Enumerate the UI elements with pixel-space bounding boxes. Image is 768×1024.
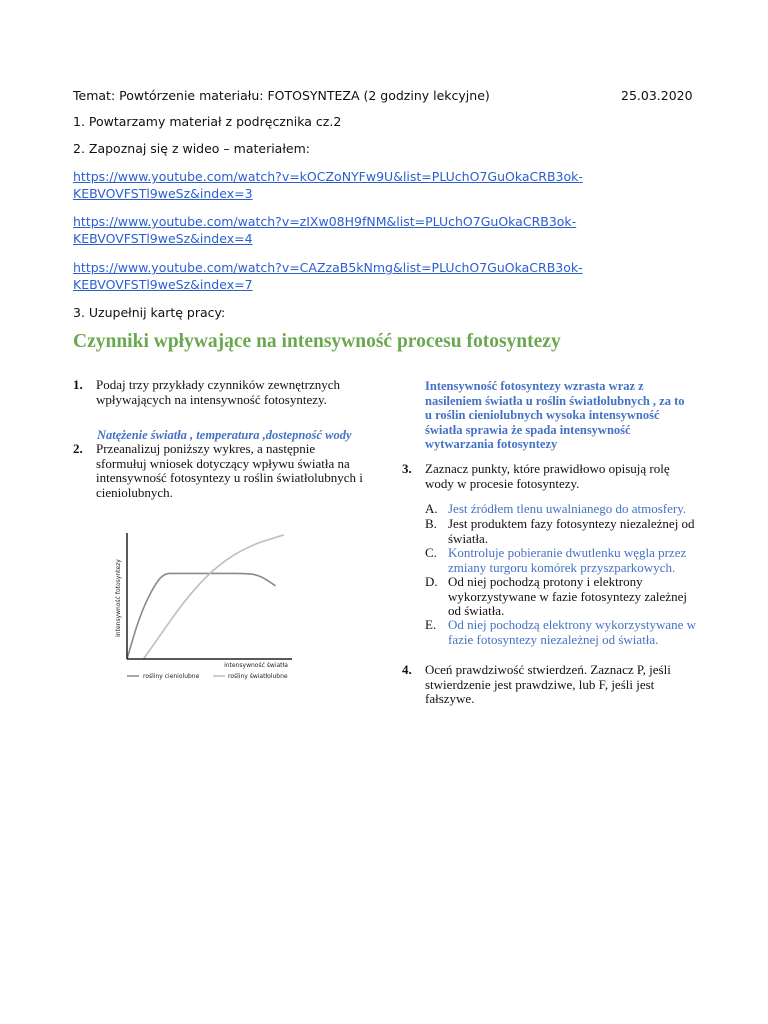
step-1: 1. Powtarzamy materiał z podręcznika cz.2 (73, 114, 342, 129)
question-3-line2: wody w procesie fotosyntezy. (425, 475, 580, 491)
option-e-letter: E. (425, 617, 437, 632)
y-axis-label: intensywność fotosyntezy (115, 559, 122, 637)
question-1-answer: Natężenie światła , temperatura ,dostepność wody (97, 428, 352, 442)
option-b-line1: Jest produktem fazy fotosyntezy niezależnej od (448, 516, 695, 531)
series-line-sun-plants (144, 535, 284, 659)
chart-lines-group (127, 535, 284, 659)
video-link-1-line2: KEBVOVFSTl9weSz&index=3 (73, 186, 253, 201)
legend-label-shade: rośliny cieniolubne (143, 673, 200, 680)
series-line-shade-plants (127, 573, 276, 659)
question-4-line1: Oceń prawdziwość stwierdzeń. Zaznacz P, jeśli (425, 662, 671, 677)
video-link-2-line2: KEBVOVFSTl9weSz&index=4 (73, 231, 253, 246)
question-2-answer-line3: u roślin cieniolubnych wysoka intensywność (425, 408, 660, 422)
question-2-line1: Przeanalizuj poniższy wykres, a następnie (96, 441, 316, 456)
question-1-line1: Podaj trzy przykłady czynników zewnętrznych (96, 377, 341, 392)
video-link-1-line1: https://www.youtube.com/watch?v=kOCZoNYFw9U&list=PLUchO7GuOkaCRB3ok- (73, 169, 583, 184)
video-link-1[interactable] (73, 168, 583, 202)
question-2-answer-line2: nasileniem światła u roślin światłolubnych , za to (425, 393, 685, 408)
question-4 (402, 663, 722, 707)
question-4-number: 4. (402, 662, 412, 677)
worksheet-title: Czynniki wpływające na intensywność procesu fotosyntezy (73, 331, 561, 352)
step-2: 2. Zapoznaj się z wideo – materiałem: (73, 141, 310, 156)
question-1-line2: wpływających na intensywność fotosyntezy. (96, 391, 327, 407)
question-2-answer-line4: światła sprawia że spada intensywność (425, 422, 631, 437)
question-4-line2: stwierdzenie jest prawdziwe, lub F, jeśli jest (425, 676, 655, 692)
video-link-2[interactable] (73, 213, 576, 247)
question-3-line1: Zaznacz punkty, które prawidłowo opisują rolę (425, 461, 670, 476)
question-2-answer-line5: wytwarzania fotosyntezy (425, 437, 558, 451)
question-3-options (425, 502, 725, 647)
question-3 (402, 462, 722, 491)
question-4-line3: fałszywe. (425, 691, 475, 706)
question-2-line2: sformułuj wniosek dotyczący wpływu światła na (96, 455, 350, 471)
question-2-number: 2. (73, 441, 83, 456)
question-2-line3: intensywność fotosyntezy u roślin światłolubnych i (96, 470, 363, 485)
date: 25.03.2020 (621, 88, 693, 103)
topic-line: Temat: Powtórzenie materiału: FOTOSYNTEZA (2 godziny lekcyjne) (73, 88, 490, 103)
video-link-3-line1: https://www.youtube.com/watch?v=CAZzaB5kNmg&list=PLUchO7GuOkaCRB3ok- (73, 260, 583, 275)
option-c-line1: Kontroluje pobieranie dwutlenku węgla przez (448, 545, 687, 560)
option-d-letter: D. (425, 574, 438, 589)
option-e[interactable] (425, 618, 725, 647)
option-d-line2: wykorzystywane w fazie fotosyntezy zależnej (448, 588, 687, 604)
option-e-line1: Od niej pochodzą elektrony wykorzystywane w (448, 617, 697, 632)
option-c[interactable] (425, 546, 725, 575)
option-b-letter: B. (425, 516, 437, 531)
option-e-line2: fazie fotosyntezy niezależnej od światła. (448, 631, 659, 647)
question-3-number: 3. (402, 461, 412, 476)
question-2-answer-line1: Intensywność fotosyntezy wzrasta wraz z (425, 379, 644, 393)
photosynthesis-chart (110, 525, 300, 685)
video-link-3-line2: KEBVOVFSTl9weSz&index=7 (73, 277, 253, 292)
option-d[interactable] (425, 575, 725, 618)
option-c-line2: zmiany turgoru komórek przyszparkowych. (448, 559, 676, 575)
option-a[interactable] (425, 502, 725, 517)
question-1-number: 1. (73, 377, 83, 392)
option-a-line1: Jest źródłem tlenu uwalnianego do atmosfery. (448, 501, 687, 516)
option-d-line3: od światła. (448, 603, 505, 618)
chart-legend (127, 673, 288, 680)
option-d-line1: Od niej pochodzą protony i elektrony (448, 574, 643, 589)
option-c-letter: C. (425, 545, 437, 560)
step-3: 3. Uzupełnij kartę pracy: (73, 305, 226, 320)
question-1 (73, 378, 393, 407)
video-link-2-line1: https://www.youtube.com/watch?v=zIXw08H9fNM&list=PLUchO7GuOkaCRB3ok- (73, 214, 577, 229)
legend-label-sun: rośliny światłolubne (228, 673, 288, 680)
question-2 (73, 442, 393, 500)
video-link-3[interactable] (73, 259, 583, 293)
question-2-answer (425, 379, 725, 452)
option-a-letter: A. (425, 501, 438, 516)
option-b[interactable] (425, 517, 725, 546)
x-axis-label: intensywność światła (224, 662, 288, 669)
option-b-line2: światła. (448, 530, 489, 546)
question-2-line4: cieniolubnych. (96, 484, 173, 500)
